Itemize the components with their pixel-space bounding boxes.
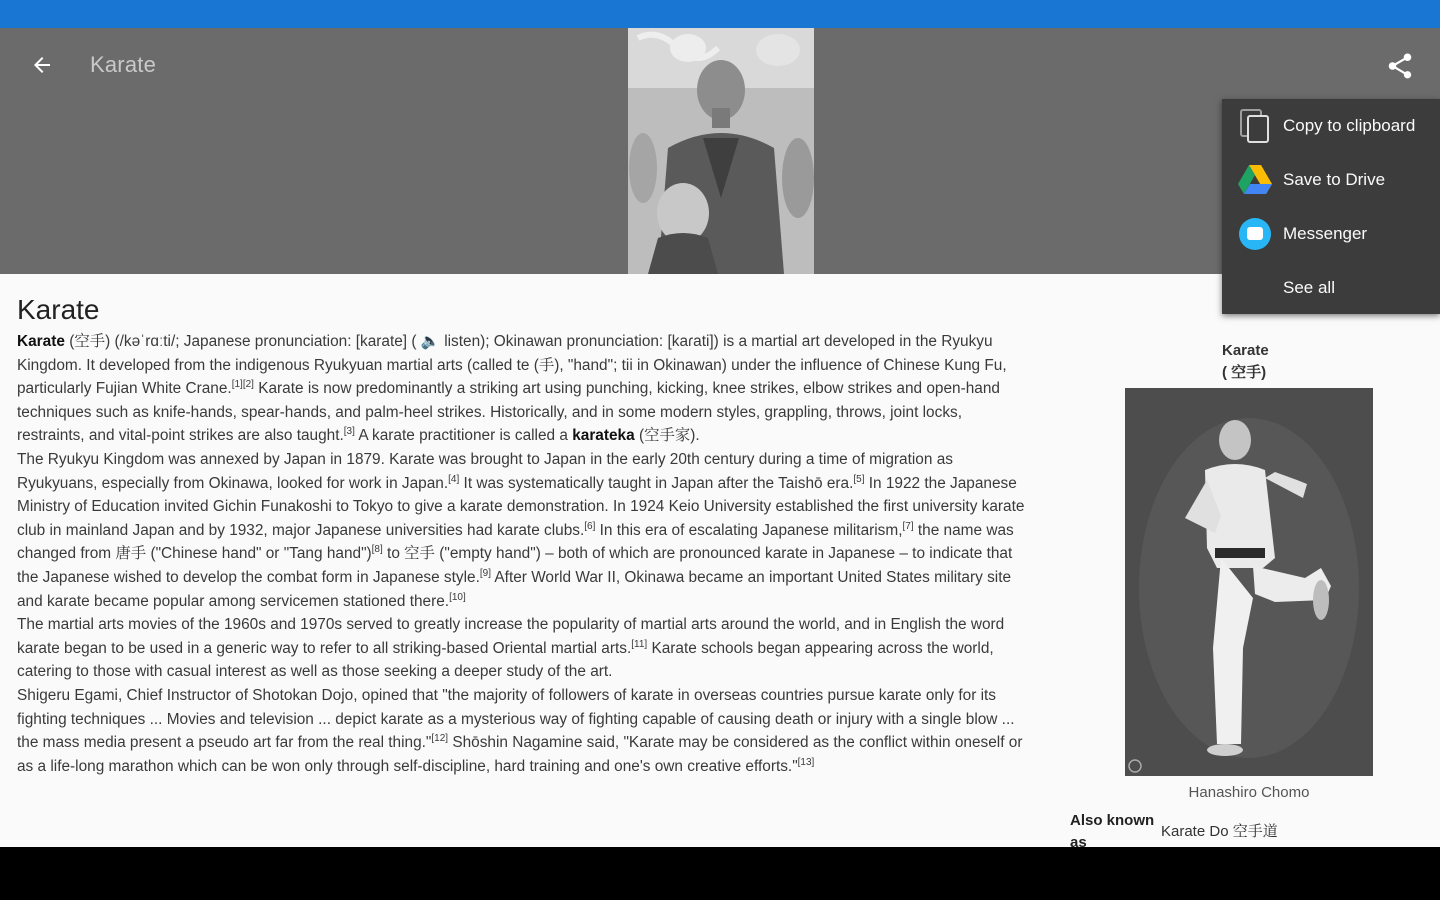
menu-item-copy-to-clipboard[interactable] bbox=[1222, 99, 1440, 153]
share-button[interactable] bbox=[1378, 44, 1422, 88]
also-known-as-label: Also known as bbox=[1070, 812, 1155, 847]
share-icon bbox=[1385, 51, 1415, 81]
article-paragraph: Shigeru Egami, Chief Instructor of Shotokan Dojo, opined that "the majority of followers of karate in overseas countries pursue karate only for its fighting techniques ... Movies and television ... depict karate as a mysterious way of fighting capable of causing death or injury with a single blow ... the mass media present a pseudo art far from the real thing."[12] Shōshin Nagamine said, "Karate may be considered as the conflict within oneself or as a life-long marathon which can be won only through self-discipline, hard training and one's own creative efforts."[13] bbox=[17, 686, 1023, 775]
menu-item-see-all[interactable] bbox=[1222, 261, 1440, 315]
citation-link[interactable]: [7] bbox=[902, 520, 914, 532]
google-drive-icon bbox=[1238, 163, 1272, 197]
article-paragraph: The martial arts movies of the 1960s and 1970s served to greatly increase the popularity of martial arts around the world, and in English the word karate began to be used in a generic way to refer to all striking-based Oriental martial arts.[11] Karate schools began appearing across the world, catering to those with casual interest as well as those seeking a deeper study of the art. bbox=[17, 616, 1005, 681]
copy-icon bbox=[1238, 109, 1272, 143]
article-paragraph: The Ryukyu Kingdom was annexed by Japan in 1879. Karate was brought to Japan in the early 20th century during a time of migration as Ryukyuans, especially from Okinawa, looked for work in Japan.[4] It was systematically taught in Japan after the Taishō era.[5] In 1922 the Japanese Ministry of Education invited Gichin Funakoshi to Tokyo to give a karate demonstration. In 1924 Keio University established the first university karate club in mainland Japan and by 1932, major Japanese universities had karate clubs.[6] In this era of escalating Japanese militarism,[7] the name was changed from 唐手 ("Chinese hand" or "Tang hand")[8] to 空手 ("empty hand") – both of which are pronounced karate in Japanese – to indicate that the Japanese wished to develop the combat form in Japanese style.[9] After World War II, Okinawa became an important United States military site and karate became popular among servicemen stationed there.[10] bbox=[17, 450, 1025, 610]
header-photo bbox=[628, 28, 814, 274]
back-button[interactable] bbox=[22, 48, 62, 82]
infobox-caption: Hanashiro Chomo bbox=[1188, 784, 1310, 801]
menu-item-label: See all bbox=[1283, 278, 1335, 297]
article-title: Karate bbox=[17, 294, 100, 325]
arrow-left-icon bbox=[30, 53, 54, 77]
menu-item-label: Copy to clipboard bbox=[1283, 116, 1416, 135]
article-paragraph: Karate (空手) (/kəˈrɑːti/; Japanese pronunciation: [karate] ( 🔈 listen); Okinawan pronunciation: [kaɾati]) is a martial art developed in the Ryukyu Kingdom. It developed from the indigenous Ryukyuan martial arts (called te (手), "hand"; tii in Okinawan) under the influence of Chinese Kung Fu, particularly Fujian White Crane.[1][2] Karate is now predominantly a striking art using punching, kicking, knee strikes, elbow strikes and open-hand techniques such as knife-hands, spear-hands, and palm-heel strikes. Historically, and in some modern styles, grappling, throws, joint locks, restraints, and vital-point strikes are also taught.[3] A karate practitioner is called a karateka (空手家). bbox=[17, 333, 1007, 445]
citation-link[interactable]: [3] bbox=[343, 426, 355, 438]
menu-item-save-to-drive[interactable] bbox=[1222, 153, 1440, 207]
citation-link[interactable]: [1][2] bbox=[231, 379, 254, 391]
menu-item-label: Messenger bbox=[1283, 224, 1368, 243]
citation-link[interactable]: [5] bbox=[853, 473, 865, 485]
share-menu bbox=[1222, 99, 1440, 314]
also-known-as-value: Karate Do 空手道 bbox=[1161, 823, 1278, 840]
citation-link[interactable]: [4] bbox=[448, 473, 460, 485]
messenger-icon bbox=[1238, 217, 1272, 251]
citation-link[interactable]: [10] bbox=[449, 591, 466, 603]
navigation-bar bbox=[0, 847, 1440, 900]
app-bar-title: Karate bbox=[90, 52, 157, 77]
menu-item-messenger[interactable] bbox=[1222, 207, 1440, 261]
status-bar bbox=[0, 0, 1440, 28]
infobox-photo[interactable] bbox=[1125, 388, 1373, 776]
citation-link[interactable]: [12] bbox=[431, 732, 449, 744]
article-content[interactable] bbox=[0, 274, 1440, 847]
citation-link[interactable]: [13] bbox=[797, 756, 815, 768]
menu-item-label: Save to Drive bbox=[1283, 170, 1386, 189]
article-body bbox=[17, 330, 1032, 778]
infobox-title: Karate ( 空手) bbox=[1222, 342, 1269, 381]
citation-link[interactable]: [11] bbox=[631, 638, 648, 650]
article-lead-term: Karate bbox=[17, 333, 65, 350]
citation-link[interactable]: [9] bbox=[479, 567, 491, 579]
citation-link[interactable]: [8] bbox=[371, 544, 383, 556]
citation-link[interactable]: [6] bbox=[584, 520, 596, 532]
